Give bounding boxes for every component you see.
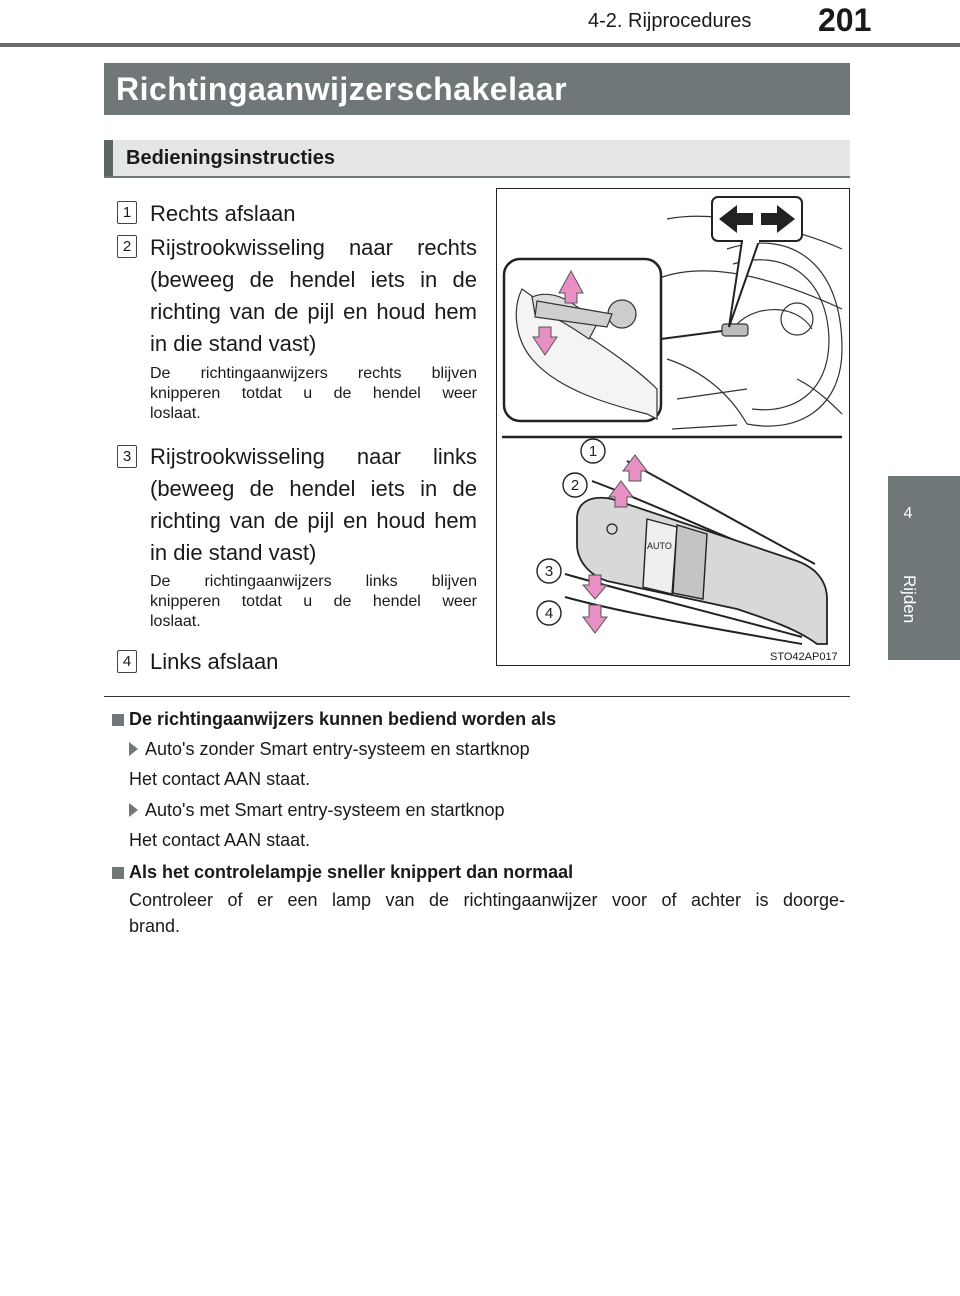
bullet-item-1: Auto's zonder Smart entry-systeem en startknop <box>145 739 530 759</box>
step-3-line-1: Rijstrookwisseling naar links <box>150 444 477 469</box>
step-2-note-1: De richtingaanwijzers rechts blijven <box>150 365 477 382</box>
heading-square-icon <box>112 714 124 726</box>
figure-code: STO42AP017 <box>770 651 838 663</box>
chapter-side-tab <box>888 476 960 660</box>
step-number-2: 2 <box>117 235 137 258</box>
step-3-line-3: richting van de pijl en houd hem <box>150 508 477 533</box>
page-title-bar <box>104 63 850 115</box>
stalk-auto-label: AUTO <box>647 541 672 551</box>
section-divider <box>104 696 850 697</box>
step-2-line-2: (beweeg de hendel iets in de <box>150 267 477 292</box>
section-2-line-2: brand. <box>129 916 181 936</box>
step-2-line-3: richting van de pijl en houd hem <box>150 299 477 324</box>
step-number-3: 3 <box>117 445 137 468</box>
subtitle-bar <box>104 140 850 178</box>
bullet-item-2: Auto's met Smart entry-systeem en startknop <box>145 800 505 820</box>
chapter-label: Rijden <box>900 575 919 624</box>
step-3-line-2: (beweeg de hendel iets in de <box>150 476 477 501</box>
step-number-4: 4 <box>117 650 137 673</box>
step-3-note-1: De richtingaanwijzers links blijven <box>150 573 477 590</box>
step-2-line-1: Rijstrookwisseling naar rechts <box>150 235 477 260</box>
subtitle-accent <box>104 140 113 176</box>
turn-signal-illustration <box>496 188 850 666</box>
page-number: 201 <box>818 2 872 38</box>
bullet-triangle-icon <box>129 742 138 756</box>
page-title: Richtingaanwijzerschakelaar <box>116 71 568 107</box>
section-heading-1: De richtingaanwijzers kunnen bediend worden als <box>129 709 557 729</box>
heading-square-icon <box>112 867 124 879</box>
chapter-number: 4 <box>903 505 913 522</box>
callout-4: 4 <box>544 605 554 622</box>
step-3-note-2: knipperen totdat u de hendel weer <box>150 593 477 610</box>
step-4-text: Links afslaan <box>150 649 279 674</box>
bullet-triangle-icon <box>129 803 138 817</box>
bullet-item-1-text: Het contact AAN staat. <box>129 769 311 789</box>
step-1-text: Rechts afslaan <box>150 201 296 226</box>
step-2-line-4: in die stand vast) <box>150 331 317 356</box>
header-rule <box>0 43 960 47</box>
callout-3: 3 <box>544 563 554 580</box>
illustration-drawing <box>497 189 849 665</box>
subtitle: Bedieningsinstructies <box>126 147 335 169</box>
step-2-note-3: loslaat. <box>150 405 201 422</box>
callout-1: 1 <box>588 443 598 460</box>
step-3-note-3: loslaat. <box>150 613 201 630</box>
header-section-title: 4-2. Rijprocedures <box>588 10 752 32</box>
step-number-1: 1 <box>117 201 137 224</box>
section-heading-2: Als het controlelampje sneller knippert dan normaal <box>129 862 574 882</box>
step-2-note-2: knipperen totdat u de hendel weer <box>150 385 477 402</box>
step-3-line-4: in die stand vast) <box>150 540 317 565</box>
section-2-line-1: Controleer of er een lamp van de richtingaanwijzer voor of achter is doorge- <box>129 890 845 910</box>
callout-2: 2 <box>570 477 580 494</box>
bullet-item-2-text: Het contact AAN staat. <box>129 830 311 850</box>
